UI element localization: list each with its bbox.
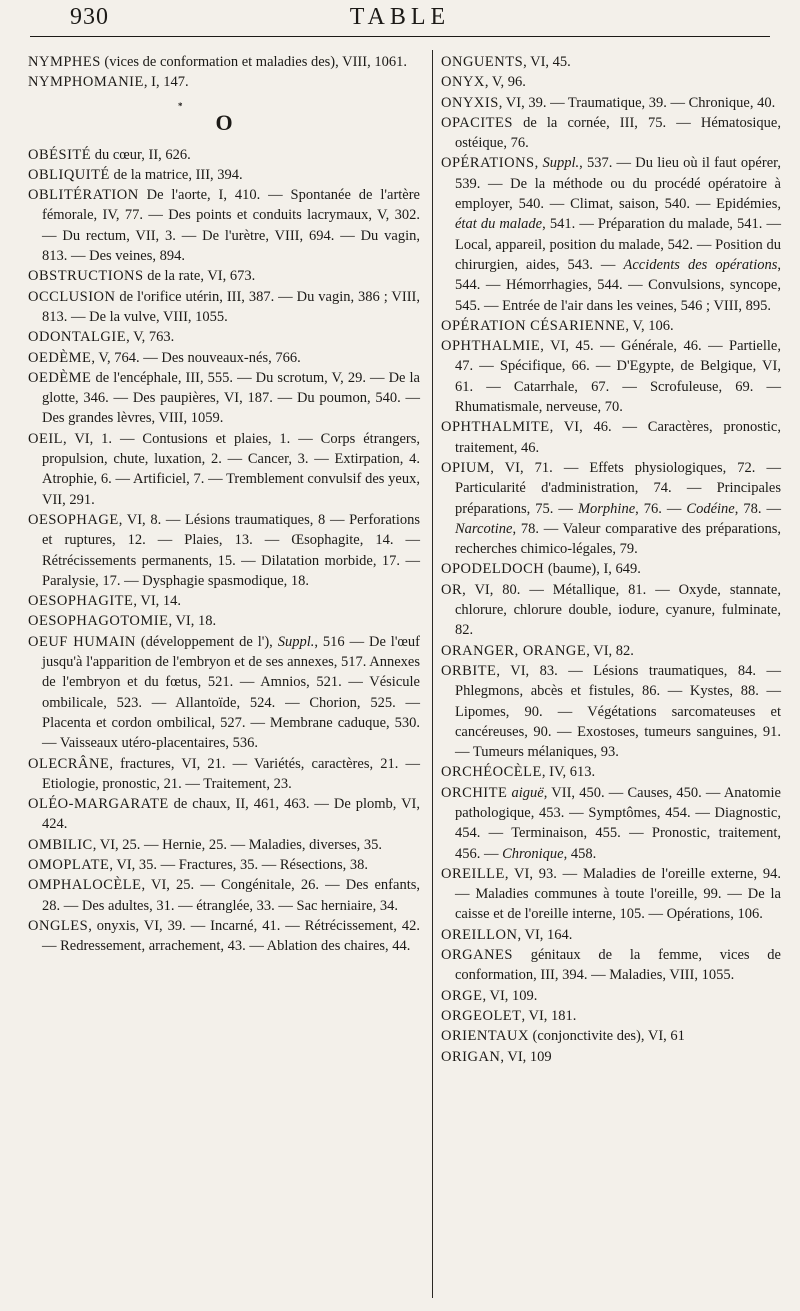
index-entry: [28, 855, 420, 875]
entry-headword: OLECRÂNE: [28, 755, 110, 772]
entry-headword: OBLITÉRATION: [28, 187, 139, 204]
index-entry: [441, 52, 781, 72]
index-entry: [441, 153, 781, 315]
index-entry: [28, 145, 420, 165]
entry-text: , 541. — Préparation du malade, 541. — Local, appareil, position du malade, 542. — Position du chirurgien, aides, 543. —: [455, 216, 781, 273]
index-entry: [28, 348, 420, 368]
entry-text: , I, 147.: [143, 74, 189, 91]
entry-headword: OBSTRUCTIONS: [28, 268, 144, 285]
entry-headword: OMPHALOCÈLE: [28, 877, 142, 894]
index-entry: [441, 93, 781, 113]
entry-text: De l'aorte, I, 410. — Spontanée de l'artère fémorale, IV, 77. — Des points et conduits lacrymaux, V, 302. — Du rectum, VII, 3. — De l'urètre, VIII, 694. — Du vagin, 813. — Des veines, 894.: [42, 187, 420, 265]
entry-headword: OPHTHALMIE: [441, 338, 541, 355]
entry-headword: OREILLE: [441, 865, 505, 882]
index-entry: [28, 185, 420, 266]
entry-text: , VI, 45. — Générale, 46. — Partielle, 47. — Spécifique, 66. — D'Egypte, de Belgique, VI, 61. — Catarrhale, 67. — Scrofuleuse, 69. — Rhumatismale, nerveuse, 70.: [455, 338, 781, 416]
entry-text: de la rate, VI, 673.: [143, 268, 256, 285]
entry-text: , V, 96.: [484, 74, 526, 91]
entry-headword: ONYXIS: [441, 94, 499, 111]
entry-text: de l'encéphale, III, 555. — Du scrotum, V, 29. — De la glotte, 346. — Des paupières, VI, 187. — Du poumon, 540. — Des grandes lèvres, VIII, 1059.: [42, 369, 420, 427]
entry-text: (baume), I, 649.: [544, 561, 641, 578]
entry-text: , 78. —: [734, 500, 782, 517]
right-entries: [441, 52, 781, 1067]
entry-headword: OPODELDOCH: [441, 561, 545, 578]
entry-text: , fractures, VI, 21. — Variétés, caractères, 21. — Etiologie, pronostic, 21. — Traitement, 23.: [42, 755, 420, 792]
entry-headword: OEDÈME: [28, 349, 92, 366]
entry-text: , VI, 82.: [586, 642, 634, 659]
index-entry: [441, 783, 781, 864]
index-entry: [28, 327, 420, 347]
entry-text: , VI, 1. — Contusions et plaies, 1. — Corps étrangers, propulsion, chute, luxation, 2. — Cancer, 3. — Extirpation, 4. Atrophie, 6. — Artificiel, 7. — Tremblement convulsif des yeux, VII, 291.: [42, 430, 420, 508]
entry-headword: ORANGER, ORANGE: [441, 642, 587, 659]
index-entry: [441, 1047, 781, 1067]
entry-headword: ORCHITE: [441, 784, 508, 801]
page-header: [0, 0, 800, 42]
entry-text: , VI, 80. — Métallique, 81. — Oxyde, stannate, chlorure, chlorure double, iodure, cyanure, fulminate, 82.: [455, 581, 781, 639]
index-entry: [441, 925, 781, 945]
entry-text: , V, 764. — Des nouveaux-nés, 766.: [91, 349, 301, 366]
entry-headword: OPIUM: [441, 459, 491, 476]
entry-headword: OPÉRATIONS: [441, 155, 535, 172]
entry-headword: OCCLUSION: [28, 288, 116, 305]
index-entry: [28, 510, 420, 591]
entry-text: , VI, 83. — Lésions traumatiques, 84. — Phlegmons, abcès et fistules, 86. — Kystes, 88. — Lipomes, 90. — Végétations sarcomateuses et cancéreuses, 90. — Exostoses, tumeurs sanguines, 91. — Tumeurs mélaniques, 93.: [455, 662, 781, 761]
entry-headword: OBÉSITÉ: [28, 146, 92, 163]
index-entry: [28, 429, 420, 510]
entry-headword: OEUF HUMAIN: [28, 633, 136, 650]
entry-text: de la matrice, III, 394.: [109, 166, 243, 183]
entry-text: , 78. — Valeur comparative des préparations, recherches chimico-légales, 79.: [455, 520, 781, 558]
entry-headword: ORCHÉOCÈLE: [441, 764, 542, 781]
left-entries: [28, 145, 420, 957]
index-entry: [441, 762, 781, 782]
entry-text: (développement de l'),: [135, 633, 278, 650]
entry-text: de la cornée, III, 75. — Hématosique, ostéique, 76.: [455, 114, 781, 152]
index-entry: [441, 1006, 781, 1026]
entry-italic-text: état du malade: [455, 216, 543, 233]
entry-headword: OLÉO-MARGARATE: [28, 796, 169, 813]
entry-headword: ONGUENTS: [441, 54, 524, 70]
entry-italic-text: Narcotine: [455, 520, 513, 537]
index-entry: [28, 754, 420, 795]
index-entry: [441, 72, 781, 92]
entry-text: , V, 106.: [625, 317, 674, 334]
entry-text: , VI, 181.: [521, 1007, 577, 1024]
index-entry: [441, 417, 781, 458]
index-entry: [441, 113, 781, 154]
entry-text: , VI, 164.: [517, 926, 573, 943]
index-entry: [28, 165, 420, 185]
entry-text: , VI, 46. — Caractères, pronostic, traitement, 46.: [455, 419, 781, 456]
entry-headword: ORGEOLET: [441, 1007, 522, 1024]
entry-text: (conjonctivite des), VI, 61: [528, 1028, 685, 1045]
entry-headword: OPÉRATION CÉSARIENNE: [441, 317, 626, 334]
entry-text: , 458.: [563, 845, 597, 862]
entry-text: , VI, 25. — Hernie, 25. — Maladies, diverses, 35.: [92, 836, 383, 853]
entry-text: , VI, 93. — Maladies de l'oreille externe, 94. — Maladies communes à toute l'oreille, 99. — De la caisse et de l'oreille interne, 105. — Opérations, 106.: [455, 865, 781, 923]
entry-text: , VI, 109: [500, 1048, 552, 1065]
index-entry: [441, 336, 781, 417]
index-entry: [441, 945, 781, 986]
left-column: [28, 52, 420, 956]
entry-italic-text: Codéine: [686, 500, 735, 517]
entry-headword: ORIGAN: [441, 1048, 501, 1065]
entry-text: génitaux de la femme, vices de conformation, III, 394. — Maladies, VIII, 1055.: [455, 947, 781, 984]
running-title: TABLE: [349, 4, 451, 30]
index-entry: [441, 641, 781, 661]
column-divider: [432, 50, 433, 1298]
entry-headword: ORGE: [441, 987, 483, 1004]
index-entry: [441, 580, 781, 641]
entry-headword: OPHTHALMITE: [441, 419, 550, 436]
index-entry: [28, 835, 420, 855]
entry-text: , VI, 35. — Fractures, 35. — Résections, 38.: [109, 856, 369, 873]
entry-text: , VII, 450. — Causes, 450. — Anatomie pathologique, 453. — Symptômes, 454. — Diagnostic, 454. — Terminaison, 455. — Pronostic, traitement, 456. —: [455, 784, 781, 862]
entry-text: (vices de conformation et maladies des), VIII, 1061.: [100, 54, 407, 70]
entry-text: , 516 — De l'œuf jusqu'à l'apparition de l'embryon et de ses annexes, 517. Annexes de l'embryon et du fœtus, 521. — Amnios, 521. — Vésicule ombilicale, 523. — Allantoïde, 524. — Chorion, 525. — Placenta et cordon ombilical, 527. — Membrane caduque, 530. — Vaisseaux utéro-placentaires, 536.: [42, 633, 420, 752]
entry-headword: OPACITES: [441, 114, 513, 131]
index-entry: [441, 864, 781, 925]
index-entry: [441, 986, 781, 1006]
index-entry: [28, 611, 420, 631]
index-entry: [28, 591, 420, 611]
entry-headword: OMOPLATE: [28, 856, 110, 873]
entry-text: du cœur, II, 626.: [91, 146, 191, 163]
index-entry: [28, 916, 420, 957]
entry-headword: OMBILIC: [28, 836, 93, 853]
index-entry: [28, 287, 420, 328]
entry-italic-text: Morphine: [577, 500, 636, 517]
entry-text: , VI, 18.: [168, 613, 217, 630]
entry-italic-text: Suppl.: [277, 633, 315, 650]
entry-text: , 544. — Hémorrhagies, 544. — Convulsions, syncope, 545. — Entrée de l'air dans les veines, 546 ; VIII, 895.: [455, 256, 781, 314]
index-entry: [28, 368, 420, 429]
page-number: 930: [70, 4, 109, 30]
entry-text: , VI, 71. — Effets physiologiques, 72. — Particularité d'administration, 74. — Principales préparations, 75. —: [455, 459, 781, 517]
index-entry: [441, 559, 781, 579]
entry-text: de l'orifice utérin, III, 387. — Du vagin, 386 ; VIII, 813. — De la vulve, VIII, 1055.: [42, 288, 420, 325]
entry-headword: ODONTALGIE: [28, 329, 127, 346]
entry-text: , V, 763.: [126, 329, 175, 346]
section-letter: [28, 101, 420, 135]
index-entry: [441, 1026, 781, 1046]
entry-text: de chaux, II, 461, 463. — De plomb, VI, 424.: [42, 796, 420, 833]
left-entries-before: [28, 52, 420, 93]
entry-headword: OREILLON: [441, 926, 518, 943]
index-entry: [28, 72, 420, 92]
index-entry: [28, 52, 420, 72]
index-entry: [441, 661, 781, 762]
entry-headword: OESOPHAGOTOMIE: [28, 613, 169, 630]
entry-headword: NYMPHOMANIE: [28, 74, 144, 91]
index-entry: [441, 316, 781, 336]
entry-headword: ONYX: [441, 74, 485, 91]
entry-text: , IV, 613.: [541, 764, 596, 781]
entry-text: ,: [534, 155, 543, 172]
index-entry: [28, 266, 420, 286]
entry-text: , onyxis, VI, 39. — Incarné, 41. — Rétrécissement, 42. — Redressement, arrachement, 43. — Ablation des chaires, 44.: [42, 917, 420, 955]
entry-headword: OESOPHAGITE: [28, 593, 134, 610]
entry-headword: ORIENTAUX: [441, 1028, 529, 1045]
right-column: [441, 52, 781, 1067]
entry-italic-text: Suppl.: [542, 155, 580, 172]
entry-headword: OESOPHAGE: [28, 511, 119, 528]
entry-text: , VI, 109.: [482, 987, 538, 1004]
entry-text: , VI, 25. — Congénitale, 26. — Des enfants, 28. — Des adultes, 31. — étranglée, 33. — Sac herniaire, 34.: [42, 877, 420, 914]
entry-headword: ORGANES: [441, 947, 513, 964]
entry-headword: ORBITE: [441, 662, 497, 679]
entry-text: , VI, 8. — Lésions traumatiques, 8 — Perforations et ruptures, 12. — Plaies, 13. — Œsophagite, 14. — Rétrécissements permanents, 15. — Dilatation morbide, 17. — Paralysie, 17. — Dysphagie spasmodique, 18.: [42, 511, 420, 589]
entry-headword: NYMPHES: [28, 54, 101, 70]
entry-text: , 76. —: [635, 500, 687, 517]
entry-headword: OR: [441, 581, 463, 598]
entry-italic-text: Chronique: [502, 845, 564, 862]
entry-italic-text: Accidents des opérations: [623, 256, 778, 273]
index-entry: [441, 458, 781, 559]
letter-ornament: *: [178, 100, 183, 111]
index-entry: [28, 632, 420, 754]
entry-headword: OBLIQUITÉ: [28, 166, 110, 183]
entry-text: , VI, 14.: [133, 593, 182, 610]
entry-text: , 537. — Du lieu où il faut opérer, 539. — De la méthode ou du procédé opératoire à employer, 540. — Climat, saison, 540. — Epidémies,: [455, 155, 781, 213]
entry-text: , VI, 45.: [523, 54, 571, 70]
index-entry: [28, 875, 420, 916]
entry-headword: OEIL: [28, 430, 64, 447]
entry-italic-text: aiguë: [511, 784, 544, 801]
entry-headword: OEDÈME: [28, 369, 92, 386]
entry-text: , VI, 39. — Traumatique, 39. — Chronique, 40.: [498, 94, 776, 111]
header-rule: [30, 36, 770, 37]
index-entry: [28, 794, 420, 835]
entry-headword: ONGLES: [28, 917, 89, 934]
section-letter-text: O: [215, 109, 233, 135]
